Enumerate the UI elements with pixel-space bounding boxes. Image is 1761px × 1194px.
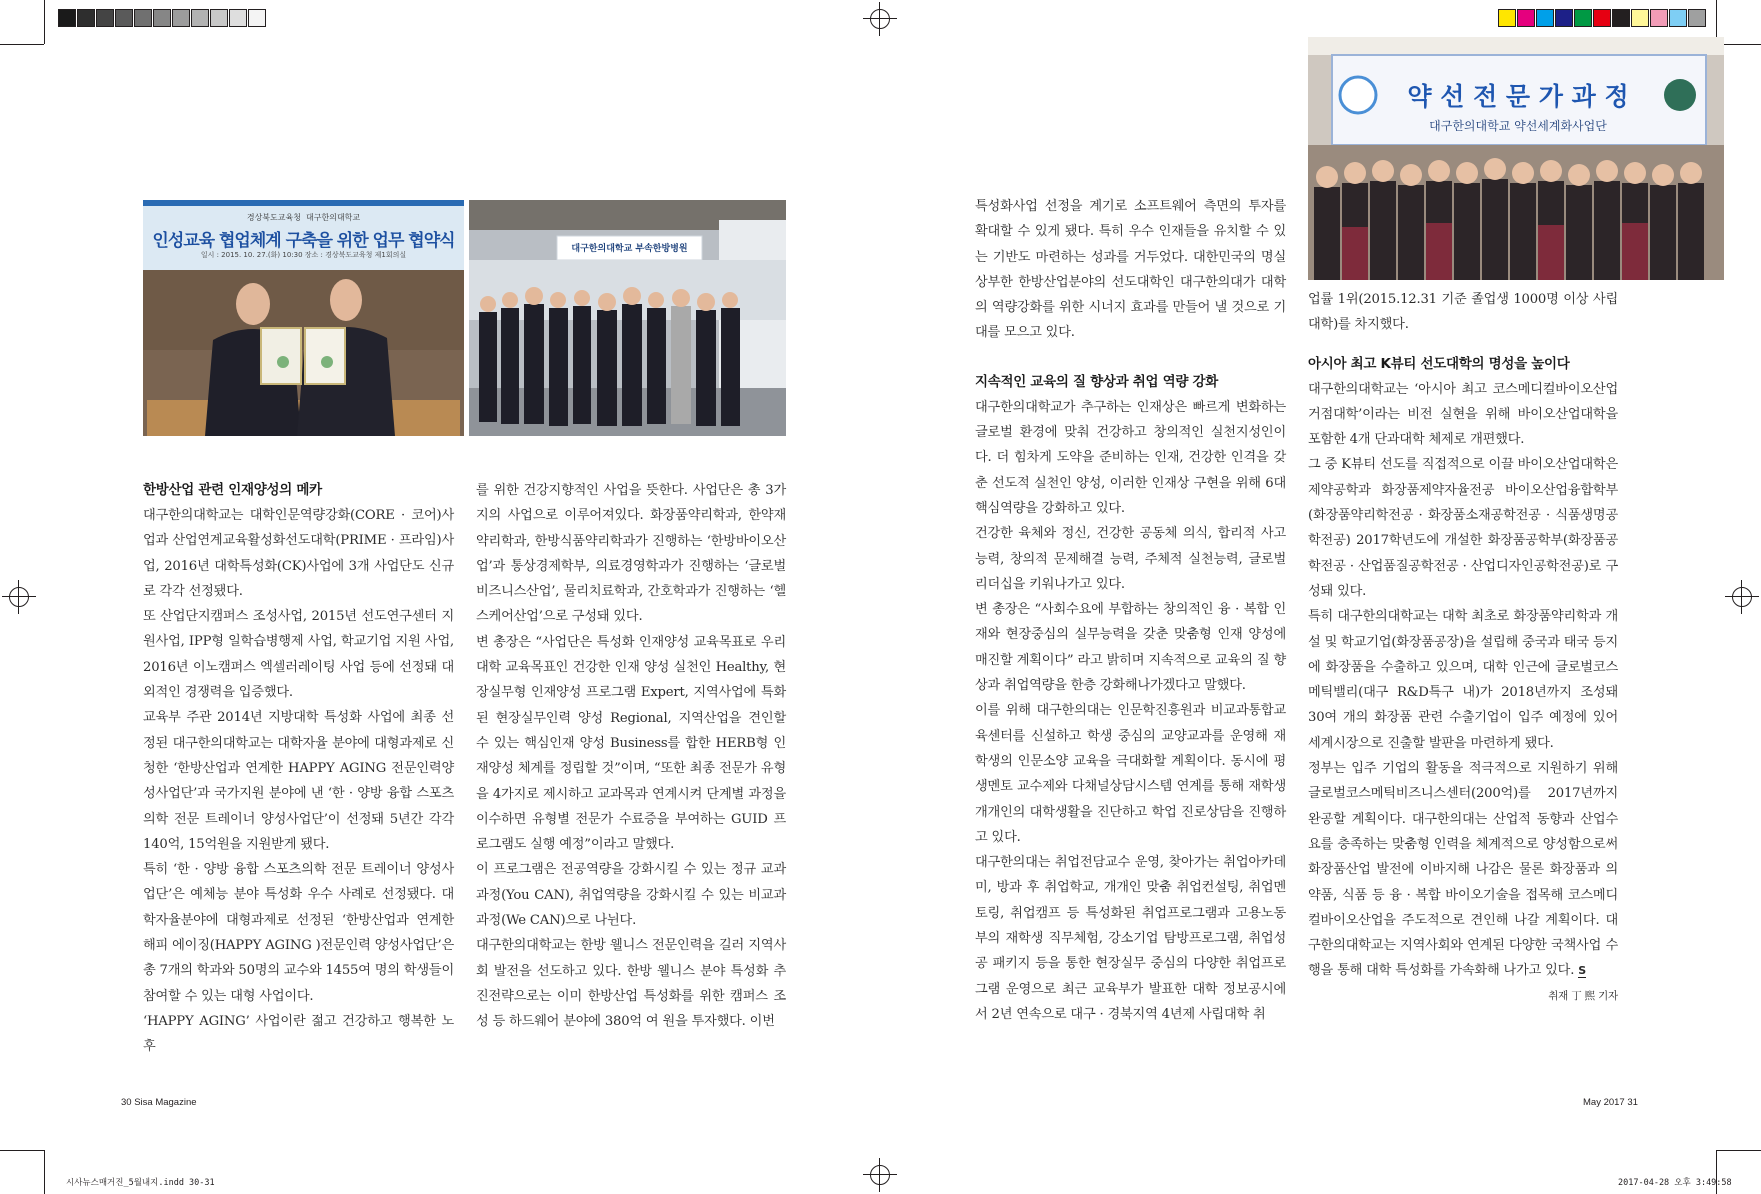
page-folio-right: May 2017 31 xyxy=(1583,1097,1638,1108)
end-mark: S xyxy=(1578,964,1586,978)
crop-mark xyxy=(0,44,44,45)
color-swatch xyxy=(210,9,228,27)
color-swatch xyxy=(115,9,133,27)
paragraph: 특히 대구한의대학교는 대학 최초로 화장품약리학과 개설 및 학교기업(화장품공장)을 설립해 중국과 태국 등지에 화장품을 수출하고 있으며, 대학 인근에 글로벌코스메틱밸리(대구 R&D특구 내)가 2018년까지 조성돼 30여 개의 화장품 관련 수출기업이 입주 예정에 있어 세계시장으로 진출할 발판을 마련하게 됐다. xyxy=(1308,609,1618,751)
color-bar xyxy=(1498,9,1707,27)
paragraph: 교육부 주관 2014년 지방대학 특성화 사업에 최종 선정된 대구한의대학교는 대학자율 분야에 대형과제로 신청한 ‘한방산업과 연계한 HAPPY AGING 전문인력양성사업단’과 국가지원 분야에 낸 ‘한 · 양방 융합 스포츠의학 전문 트레이너 양성사업단’이 선정돼 5년간 각각 140억, 15억원을 지원받게 됐다. xyxy=(143,710,454,852)
spacer xyxy=(1308,338,1618,352)
article-column-3 xyxy=(975,194,1286,1027)
color-swatch xyxy=(134,9,152,27)
color-swatch xyxy=(191,9,209,27)
paragraph: 그 중 K뷰티 선도를 직접적으로 이끌 바이오산업대학은 제약공학과 화장품제약자율전공 바이오산업융합학부(화장품약리학전공 · 화장품소재공학전공 · 식품생명공학전공) 2017학년도에 개설한 화장품공학부(화장품공학전공 · 산업품질공학전공 · 산업디자인공학전공)로 구성돼 있다. xyxy=(1308,457,1618,599)
registration-mark xyxy=(1725,580,1759,614)
slug-timestamp: 2017-04-28 오후 3:49:58 xyxy=(1618,1178,1732,1188)
crop-mark xyxy=(0,1150,44,1151)
color-swatch xyxy=(1498,9,1516,27)
paragraph: ‘HAPPY AGING’ 사업이란 젊고 건강하고 행복한 노후 xyxy=(143,1013,454,1055)
color-swatch xyxy=(1669,9,1687,27)
color-swatch xyxy=(229,9,247,27)
paragraph: 또 산업단지캠퍼스 조성사업, 2015년 선도연구센터 지원사업, IPP형 일학습병행제 사업, 학교기업 지원 사업, 2016년 이노캠퍼스 엑셀러레이팅 사업 등에 선정돼 대외적인 경쟁력을 입증했다. xyxy=(143,609,454,701)
paragraph: 를 위한 건강지향적인 사업을 뜻한다. 사업단은 총 3가지의 사업으로 이루어져있다. 화장품약리학과, 한약재약리학과, 한방식품약리학과가 진행하는 ‘한방바이오산업’과 통상경제학부, 의료경영학과가 진행하는 ‘글로벌 비즈니스산업’, 물리치료학과, 간호학과가 진행하는 ‘헬스케어산업’으로 구성돼 있다. xyxy=(476,483,786,625)
paragraph: 업률 1위(2015.12.31 기준 졸업생 1000명 이상 사립대학)를 차지했다. xyxy=(1308,292,1618,333)
grayscale-bar xyxy=(58,9,267,27)
article-column-4 xyxy=(1308,287,1618,1009)
paragraph: 대구한의대학교가 추구하는 인재상은 빠르게 변화하는 글로벌 환경에 맞춰 건강하고 창의적인 실천지성인이다. 더 힘차게 도약을 준비하는 인재, 건강한 인격을 갖춘 선도적 실천인 양성, 이러한 인재상 구현을 위해 6대 핵심역량을 강화하고 있다. xyxy=(975,399,1286,516)
color-swatch xyxy=(248,9,266,27)
color-swatch xyxy=(96,9,114,27)
color-swatch xyxy=(1631,9,1649,27)
registration-mark xyxy=(2,580,36,614)
banner-title: 인성교육 협업체계 구축을 위한 업무 협약식 xyxy=(152,231,455,251)
color-swatch xyxy=(1688,9,1706,27)
color-swatch xyxy=(1536,9,1554,27)
byline: 취재 丁 熙 기자 xyxy=(1548,989,1618,1002)
crop-mark xyxy=(1717,1150,1761,1151)
course-banner-subtitle: 대구한의대학교 약선세계화사업단 xyxy=(1429,119,1607,133)
section-heading: 아시아 최고 K뷰티 선도대학의 명성을 높이다 xyxy=(1308,355,1570,372)
page-folio-left: 30 Sisa Magazine xyxy=(121,1097,197,1108)
color-swatch xyxy=(1555,9,1573,27)
photo-hospital-booth xyxy=(469,200,786,436)
paragraph: 이를 위해 대구한의대는 인문학진흥원과 비교과통합교육센터를 신설하고 학생 중심의 교양교과를 운영해 재학생의 인문소양 교육을 극대화할 계획이다. 동시에 평생멘토 교수제와 다채널상담시스템 연계를 통해 재학생 개개인의 대학생활을 진단하고 학업 진로상담을 진행하고 있다. xyxy=(975,703,1286,845)
paragraph: 변 총장은 “사회수요에 부합하는 창의적인 융 · 복합 인재와 현장중심의 실무능력을 갖춘 맞춤형 인재 양성에 매진할 계획이다” 라고 밝히며 지속적으로 교육의 질 향상과 취업역량을 한층 강화해나가겠다고 말했다. xyxy=(975,602,1286,694)
color-swatch xyxy=(58,9,76,27)
spacer xyxy=(975,346,1286,370)
slug-file: 시사뉴스매거진_5월내지.indd 30-31 xyxy=(66,1178,215,1188)
article-column-1 xyxy=(143,478,454,1060)
crop-mark xyxy=(44,1150,45,1194)
registration-mark xyxy=(863,1158,897,1192)
photo-mou-signing xyxy=(143,200,464,436)
booth-sign: 대구한의대학교 부속한방병원 xyxy=(571,244,688,254)
color-swatch xyxy=(77,9,95,27)
photo-group-course xyxy=(1308,37,1724,280)
paragraph: 정부는 입주 기업의 활동을 적극적으로 지원하기 위해 글로벌코스메틱비즈니스센터(200억)를 2017년까지 완공할 계획이다. 대구한의대는 산업적 동향과 산업수요를 충족하는 맞춤형 인력을 체계적으로 양성함으로써 화장품산업 발전에 이바지해 나감은 물론 화장품과 의약품, 식품 등 융 · 복합 바이오기술을 접목해 코스메디컬바이오산업을 주도적으로 견인해 나갈 계획이다. 대구한의대학교는 지역사회와 연계된 다양한 국책사업 수행을 통해 대학 특성화를 가속화해 나가고 있다. S xyxy=(1308,761,1618,979)
color-swatch xyxy=(1593,9,1611,27)
paragraph: 대구한의대학교는 대학인문역량강화(CORE · 코어)사업과 산업연계교육활성화선도대학(PRIME · 프라임)사업, 2016년 대학특성화(CK)사업에 3개 사업단도 신규로 각각 선정됐다. xyxy=(143,508,454,599)
color-swatch xyxy=(1574,9,1592,27)
crop-mark xyxy=(44,0,45,44)
paragraph: 대구한의대학교는 ‘아시아 최고 코스메디컬바이오산업 거점대학’이라는 비전 실현을 위해 바이오산업대학을 포함한 4개 단과대학 체제로 개편했다. xyxy=(1308,381,1618,448)
paragraph: 특히 ‘한 · 양방 융합 스포츠의학 전문 트레이너 양성사업단’은 예체능 분야 특성화 우수 사례로 선정됐다. 대학자율분야에 대형과제로 선정된 ‘한방산업과 연계한 해피 에이징(HAPPY AGING )전문인력 양성사업단’은 총 7개의 학과와 50명의 교수와 1455여 명의 학생들이 참여할 수 있는 대형 사업이다. xyxy=(143,862,454,1004)
paragraph: 건강한 육체와 정신, 건강한 공동체 의식, 합리적 사고능력, 창의적 문제해결 능력, 주체적 실천능력, 글로벌 리더십을 키워나가고 있다. xyxy=(975,526,1286,592)
paragraph: 이 프로그램은 전공역량을 강화시킬 수 있는 정규 교과과정(You CAN), 취업역량을 강화시킬 수 있는 비교과과정(We CAN)으로 나뉜다. xyxy=(476,862,786,929)
registration-mark xyxy=(863,2,897,36)
section-heading: 한방산업 관련 인재양성의 메카 xyxy=(143,482,322,498)
banner-orgs: 경상북도교육청 대구한의대학교 xyxy=(246,213,361,222)
paragraph: 대구한의대학교는 한방 웰니스 전문인력을 길러 지역사회 발전을 선도하고 있다. 한방 웰니스 분야 특성화 추진전략으로는 이미 한방산업 특성화를 위한 캠퍼스 조성 등 하드웨어 분야에 380억 여 원을 투자했다. 이번 xyxy=(476,938,786,1030)
color-swatch xyxy=(1650,9,1668,27)
paragraph: 대구한의대는 취업전담교수 운영, 찾아가는 취업아카데미, 방과 후 취업학교, 개개인 맞춤 취업컨설팅, 취업멘토링, 취업캠프 등 특성화된 취업프로그램과 고용노동부의 재학생 직무체험, 강소기업 탐방프로그램, 취업성공 패키지 등을 통한 현장실무 중심의 다양한 취업프로그램 운영으로 최근 교육부가 발표한 대학 정보공시에서 2년 연속으로 대구 · 경북지역 4년제 사립대학 취 xyxy=(975,855,1286,1022)
color-swatch xyxy=(1612,9,1630,27)
course-banner-title: 약 선 전 문 가 과 정 xyxy=(1407,82,1629,111)
section-heading: 지속적인 교육의 질 향상과 취업 역량 강화 xyxy=(975,373,1218,390)
color-swatch xyxy=(172,9,190,27)
paragraph: 변 총장은 “사업단은 특성화 인재양성 교육목표로 우리대학 교육목표인 건강한 인재 양성 실천인 Healthy, 현장실무형 인재양성 프로그램 Expert, 지역사업에 특화된 현장실무인력 양성 Regional, 지역산업을 견인할 수 있는 핵심인재 양성 Business를 합한 HERB형 인재양성 체계를 정립할 것”이며, “또한 최종 전문가 유형을 4가지로 제시하고 교과목과 연계시켜 단계별 과정을 이수하면 유형별 전문가 수료증을 부여하는 GUID 프로그램도 실행 예정”이라고 말했다. xyxy=(476,634,786,853)
color-swatch xyxy=(153,9,171,27)
color-swatch xyxy=(1517,9,1535,27)
banner-date: 일시 : 2015. 10. 27.(화) 10:30 장소 : 경상북도교육청 제1회의실 xyxy=(200,251,407,259)
article-column-2 xyxy=(476,478,786,1035)
paragraph: 특성화사업 선정을 계기로 소프트웨어 측면의 투자를 확대할 수 있게 됐다. 특히 우수 인재들을 유치할 수 있는 기반도 마련하는 성과를 거두었다. 대한민국의 명실상부한 한방산업분야의 선도대학인 대구한의대가 대학의 역량강화를 위한 시너지 효과를 만들어 낼 것으로 기대를 모으고 있다. xyxy=(975,199,1286,341)
